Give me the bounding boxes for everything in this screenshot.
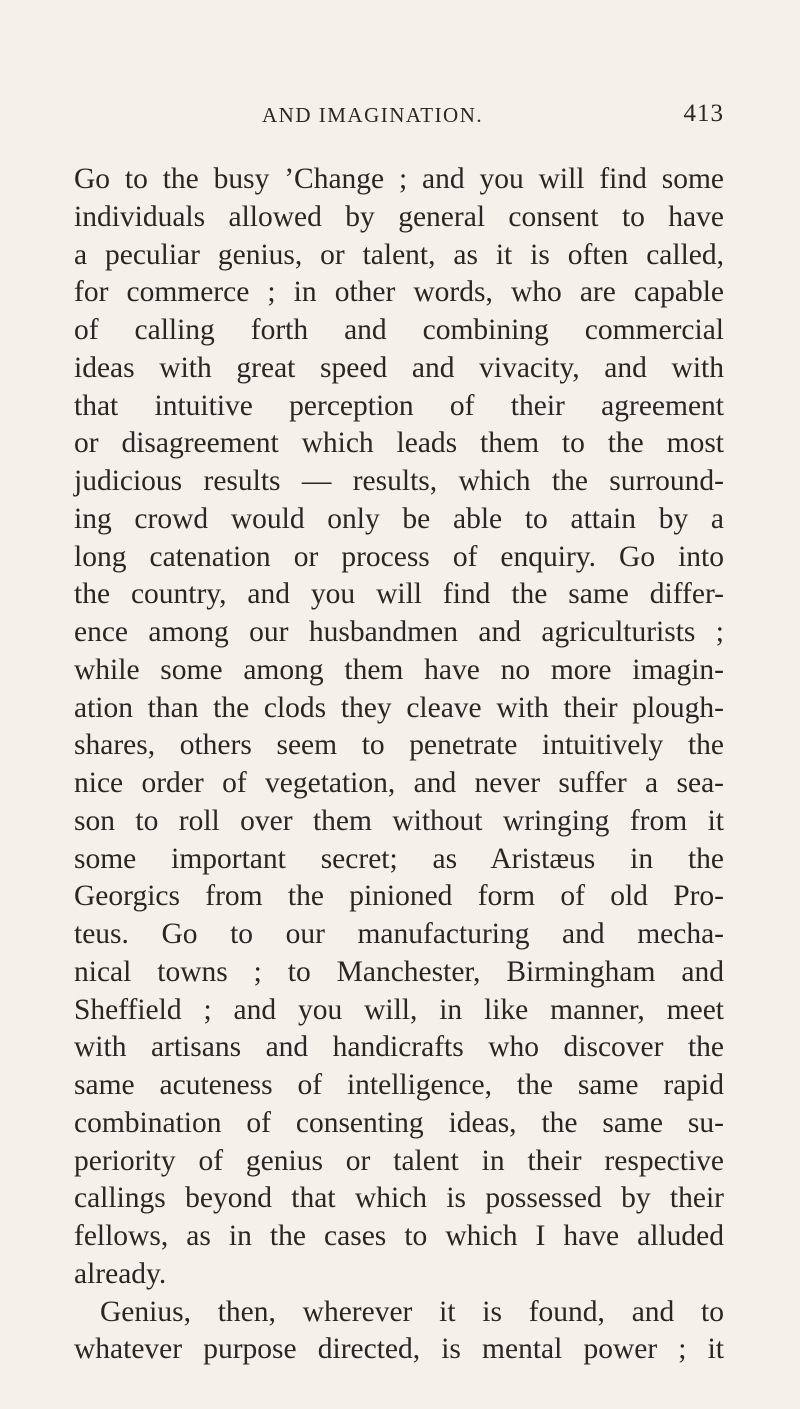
text-line: some important secret; as Aristæus in the xyxy=(74,842,724,875)
text-line: long catenation or process of enquiry. Go into xyxy=(74,540,724,573)
running-head xyxy=(74,100,724,133)
text-line: nice order of vegetation, and never suffer a sea- xyxy=(74,767,724,799)
text-line: while some among them have no more imagin- xyxy=(74,653,724,686)
text-line: the country, and you will find the same differ- xyxy=(74,578,724,611)
text-line: son to roll over them without wringing from it xyxy=(74,804,724,837)
text-line: callings beyond that which is possessed by their xyxy=(74,1182,724,1215)
running-title: AND IMAGINATION. xyxy=(262,103,484,127)
text-line: ing crowd would only be able to attain by a xyxy=(74,502,724,535)
text-line: fellows, as in the cases to which I have alluded xyxy=(74,1220,724,1252)
text-line: whatever purpose directed, is mental power ; it xyxy=(74,1333,724,1366)
text-line: nical towns ; to Manchester, Birmingham and xyxy=(74,955,724,988)
text-line: Sheffield ; and you will, in like manner, meet xyxy=(74,993,724,1026)
page-number: 413 xyxy=(683,100,724,127)
text-line: ideas with great speed and vivacity, and with xyxy=(74,351,724,384)
text-line: already. xyxy=(74,1257,167,1290)
text-line: Genius, then, wherever it is found, and to xyxy=(100,1295,724,1328)
body-text xyxy=(74,161,724,1369)
text-line: teus. Go to our manufacturing and mecha- xyxy=(74,918,724,950)
text-line: a peculiar genius, or talent, as it is often called, xyxy=(74,238,724,271)
text-line: combination of consenting ideas, the same su- xyxy=(74,1106,724,1139)
text-line: Georgics from the pinioned form of old Pro- xyxy=(74,880,724,913)
text-line: Go to the busy ’Change ; and you will find some xyxy=(74,163,724,195)
text-line: or disagreement which leads them to the most xyxy=(74,427,724,460)
text-line: for commerce ; in other words, who are capable xyxy=(74,276,724,309)
text-line: judicious results — results, which the surround- xyxy=(74,465,724,497)
text-line: periority of genius or talent in their respective xyxy=(74,1144,724,1177)
text-line: ence among our husbandmen and agriculturists ; xyxy=(74,616,724,648)
text-line: shares, others seem to penetrate intuitively the xyxy=(74,729,724,762)
text-line: individuals allowed by general consent to have xyxy=(74,200,724,233)
text-line: same acuteness of intelligence, the same rapid xyxy=(74,1069,724,1101)
text-line: of calling forth and combining commercial xyxy=(74,314,724,346)
text-line: ation than the clods they cleave with their plough- xyxy=(74,691,724,724)
text-line: with artisans and handicrafts who discover the xyxy=(74,1031,724,1064)
text-line: that intuitive perception of their agreement xyxy=(74,389,724,422)
